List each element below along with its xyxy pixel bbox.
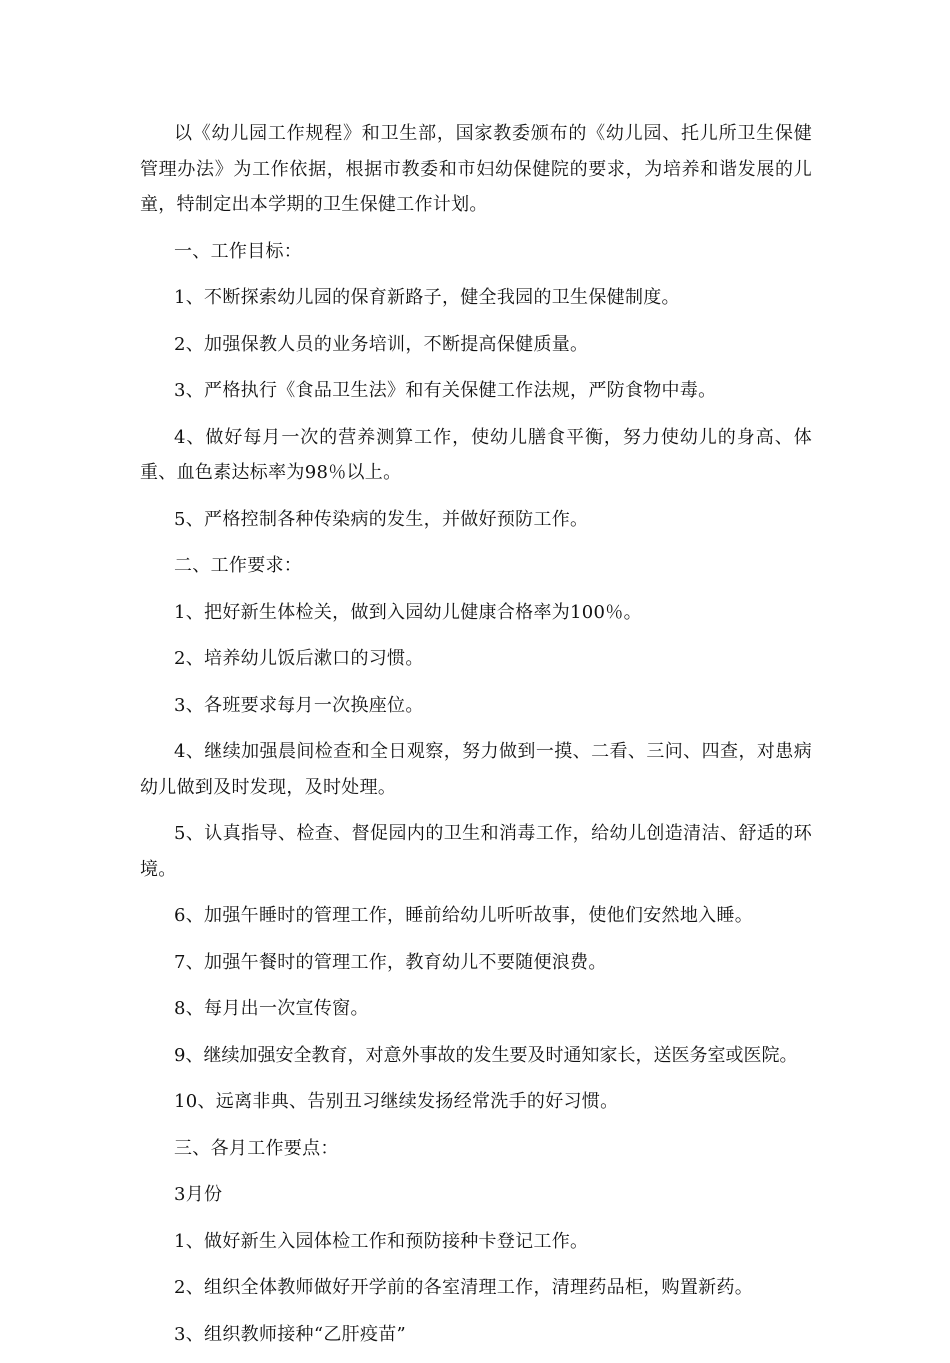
section-heading-work-goals: 一、工作目标： [174,240,303,262]
requirement-item-6: 6、加强午睡时的管理工作，睡前给幼儿听听故事，使他们安然地入睡。 [174,905,754,926]
requirement-item-10: 10、远离非典、告别丑习继续发扬经常洗手的好习惯。 [174,1091,619,1112]
goal-item-5: 5、严格控制各种传染病的发生，并做好预防工作。 [174,508,589,530]
goal-item-3: 3、严格执行《食品卫生法》和有关保健工作法规，严防食物中毒。 [174,380,717,401]
document-body [140,116,812,1363]
section-heading-monthly-points: 三、各月工作要点： [174,1137,339,1159]
month-heading-march: 3月份 [174,1184,223,1205]
section-heading-work-requirements: 二、工作要求： [174,555,303,576]
march-item-2: 2、组织全体教师做好开学前的各室清理工作，清理药品柜，购置新药。 [174,1277,754,1298]
requirement-item-9: 9、继续加强安全教育，对意外事故的发生要及时通知家长，送医务室或医院。 [174,1044,798,1066]
requirement-item-3: 3、各班要求每月一次换座位。 [174,694,424,716]
requirement-item-7: 7、加强午餐时的管理工作，教育幼儿不要随便浪费。 [174,951,607,973]
requirement-item-4: 4、继续加强晨间检查和全日观察，努力做到一摸、二看、三问、四查，对患病幼儿做到及时发现，及时处理。 [140,741,812,798]
requirement-item-5: 5、认真指导、检查、督促园内的卫生和消毒工作，给幼儿创造清洁、舒适的环境。 [140,823,812,880]
march-item-3: 3、组织教师接种“乙肝疫苗” [174,1323,407,1345]
requirement-item-1: 1、把好新生体检关，做到入园幼儿健康合格率为100％。 [174,601,642,623]
requirement-item-8: 8、每月出一次宣传窗。 [174,998,369,1019]
intro-paragraph: 以《幼儿园工作规程》和卫生部，国家教委颁布的《幼儿园、托儿所卫生保健管理办法》为工作依据，根据市教委和市妇幼保健院的要求，为培养和谐发展的儿童，特制定出本学期的卫生保健工作计划。 [140,123,812,215]
goal-item-4: 4、做好每月一次的营养测算工作，使幼儿膳食平衡，努力使幼儿的身高、体重、血色素达标率为98％以上。 [140,426,812,483]
requirement-item-2: 2、培养幼儿饭后漱口的习惯。 [174,648,424,669]
goal-item-1: 1、不断探索幼儿园的保育新路子，健全我园的卫生保健制度。 [174,287,680,308]
goal-item-2: 2、加强保教人员的业务培训，不断提高保健质量。 [174,333,589,355]
march-item-1: 1、做好新生入园体检工作和预防接种卡登记工作。 [174,1230,589,1252]
